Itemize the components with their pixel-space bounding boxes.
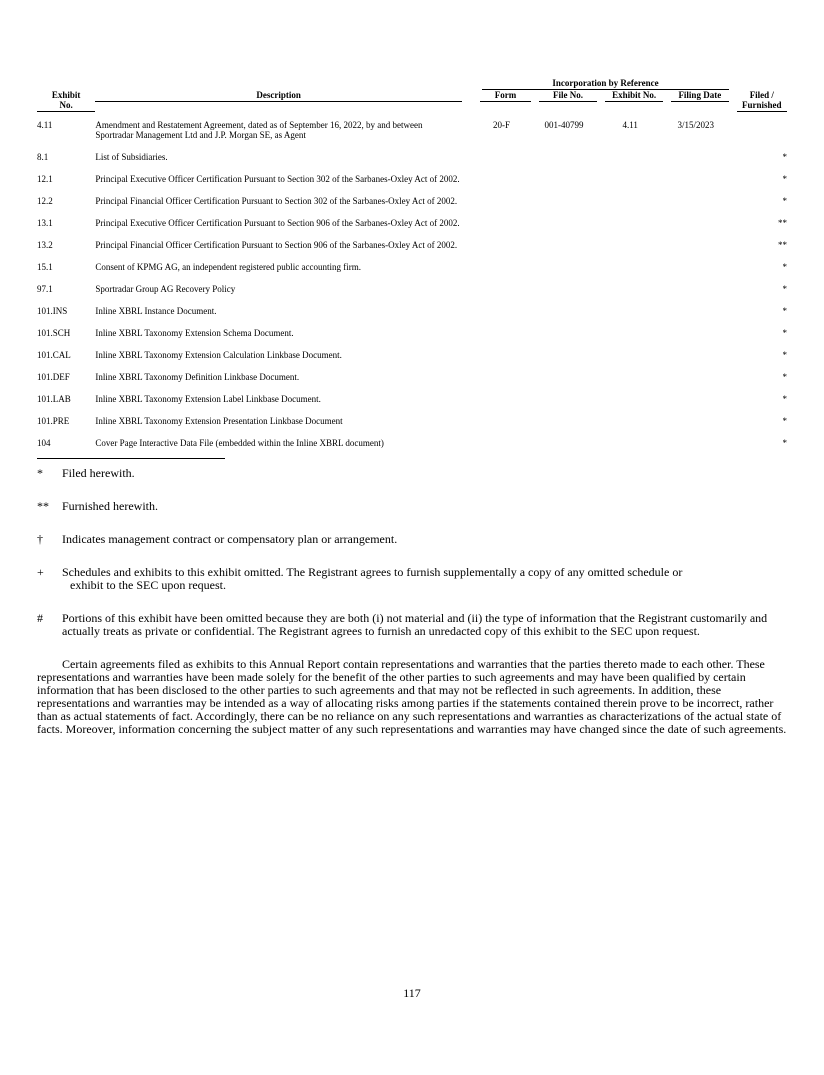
disclaimer-paragraph: Certain agreements filed as exhibits to this Annual Report contain representations and warranties that the parties thereto made to each other. These representations and warranties have been made solely for the benefit of the other parties to such agreements and may have been qualified by certain information that has been disclosed to the other parties to such agreements and that may not be reflected in such agreements. In addition, these representations and warranties may be intended as a way of allocating risks among parties if the statements contained therein prove to be incorrect, rather than as actual statements of fact. Accordingly, there can be no reliance on any such representations and warranties as characterizations of the actual state of facts. Moreover, information concerning the subject matter of any such representations and warranties may have changed since the date of such agreements.: [37, 657, 787, 736]
description-cell: Inline XBRL Taxonomy Definition Linkbase Document.: [95, 372, 300, 382]
footnote-text: Schedules and exhibits to this exhibit omitted. The Registrant agrees to furnish supplementally a copy of any omitted schedule or: [62, 565, 683, 579]
exhibit-number-cell: 104: [37, 438, 51, 448]
file-number-cell: [531, 276, 598, 298]
form-cell: [472, 210, 530, 232]
header-exhibit-number: Exhibit No.: [597, 90, 663, 112]
incorporated-exhibit-number-cell: 4.11: [622, 120, 638, 130]
table-row: [37, 276, 787, 298]
gap-cell: [462, 276, 472, 298]
table-row: [37, 386, 787, 408]
description-cell: Principal Executive Officer Certification Pursuant to Section 302 of the Sarbanes-Oxley Act of 2002.: [95, 174, 460, 184]
gap-cell: [462, 210, 472, 232]
filing-date-cell: [663, 364, 729, 386]
incorporated-exhibit-number-cell: [597, 386, 663, 408]
filed-furnished-cell: *: [782, 416, 787, 426]
filed-furnished-cell: *: [782, 306, 787, 316]
filing-date-cell: [663, 386, 729, 408]
filed-furnished-cell: *: [782, 438, 787, 448]
footnote-symbol: **: [37, 499, 49, 513]
file-number-cell: [531, 210, 598, 232]
table-row: [37, 320, 787, 342]
file-number-cell: [531, 298, 598, 320]
filed-furnished-cell: *: [782, 196, 787, 206]
table-row: [37, 298, 787, 320]
table-row: [37, 166, 787, 188]
footnote-symbol: +: [37, 565, 44, 579]
table-row: [37, 408, 787, 430]
filed-furnished-cell: *: [782, 350, 787, 360]
footnote-symbol: *: [37, 466, 43, 480]
description-cell: Principal Financial Officer Certification Pursuant to Section 302 of the Sarbanes-Oxley Act of 2002.: [95, 196, 458, 206]
filed-furnished-cell: *: [782, 372, 787, 382]
footnote-text-continued: exhibit to the SEC upon request.: [70, 578, 226, 592]
filing-date-cell: [663, 166, 729, 188]
gap-cell: [462, 320, 472, 342]
filing-date-cell: [663, 144, 729, 166]
gap-cell: [462, 166, 472, 188]
header-form: Form: [472, 90, 530, 112]
description-cell: Inline XBRL Taxonomy Extension Calculation Linkbase Document.: [95, 350, 342, 360]
incorporated-exhibit-number-cell: [597, 342, 663, 364]
description-cell: Inline XBRL Instance Document.: [95, 306, 217, 316]
file-number-cell: [531, 364, 598, 386]
file-number-cell: [531, 144, 598, 166]
description-cell: Consent of KPMG AG, an independent registered public accounting firm.: [95, 262, 362, 272]
incorporated-exhibit-number-cell: [597, 276, 663, 298]
gap-cell: [462, 386, 472, 408]
filing-date-cell: [663, 210, 729, 232]
exhibit-number-cell: 101.SCH: [37, 328, 71, 338]
exhibit-number-cell: 101.LAB: [37, 394, 71, 404]
filed-furnished-cell: *: [782, 262, 787, 272]
exhibit-number-cell: 15.1: [37, 262, 53, 272]
gap-cell: [462, 188, 472, 210]
incorporated-exhibit-number-cell: [597, 320, 663, 342]
header-filing-date: Filing Date: [663, 90, 729, 112]
description-cell: Principal Executive Officer Certification Pursuant to Section 906 of the Sarbanes-Oxley Act of 2002.: [95, 218, 460, 228]
filed-furnished-cell: *: [782, 174, 787, 184]
footnote-divider: [37, 458, 225, 459]
file-number-cell: 001-40799: [544, 120, 584, 130]
table-row: [37, 112, 787, 144]
exhibit-number-cell: 101.DEF: [37, 372, 70, 382]
table-row: [37, 188, 787, 210]
filed-furnished-cell: *: [782, 284, 787, 294]
filing-date-cell: [663, 320, 729, 342]
form-cell: [472, 342, 530, 364]
file-number-cell: [531, 430, 598, 452]
exhibit-number-cell: 101.INS: [37, 306, 68, 316]
filing-date-cell: [663, 298, 729, 320]
form-cell: [472, 430, 530, 452]
description-cell: List of Subsidiaries.: [95, 152, 168, 162]
filed-furnished-cell: *: [782, 152, 787, 162]
filed-furnished-cell: **: [778, 240, 787, 250]
document-page: [37, 78, 787, 748]
filed-furnished-cell: *: [782, 394, 787, 404]
description-cell: Cover Page Interactive Data File (embedded within the Inline XBRL document): [95, 438, 384, 448]
exhibit-number-cell: 97.1: [37, 284, 53, 294]
filing-date-cell: [663, 408, 729, 430]
gap-cell: [462, 342, 472, 364]
description-cell: Inline XBRL Taxonomy Extension Schema Document.: [95, 328, 294, 338]
exhibit-number-cell: 13.2: [37, 240, 53, 250]
table-row: [37, 364, 787, 386]
exhibit-number-cell: 101.PRE: [37, 416, 70, 426]
footnotes: [37, 467, 787, 638]
file-number-cell: [531, 320, 598, 342]
exhibit-number-cell: 101.CAL: [37, 350, 71, 360]
incorporated-exhibit-number-cell: [597, 144, 663, 166]
exhibit-number-cell: 12.1: [37, 174, 53, 184]
gap-cell: [462, 144, 472, 166]
footnote-text: Portions of this exhibit have been omitted because they are both (i) not material and (ii) the type of information that the Registrant customarily and actually treats as private or confidential. The Registrant agrees to furnish an unredacted copy of this exhibit to the SEC upon request.: [62, 611, 768, 638]
form-cell: [472, 188, 530, 210]
table-row: [37, 430, 787, 452]
gap-cell: [462, 112, 472, 144]
footnote-text: Filed herewith.: [62, 466, 135, 480]
form-cell: [472, 232, 530, 254]
description-cell: Inline XBRL Taxonomy Extension Presentation Linkbase Document: [95, 416, 343, 426]
footnote-symbol: †: [37, 532, 43, 546]
form-cell: [472, 276, 530, 298]
file-number-cell: [531, 166, 598, 188]
header-description: Description: [95, 90, 462, 112]
header-exhibit-no: Exhibit No.: [37, 90, 95, 112]
description-cell: Sportradar Group AG Recovery Policy: [95, 284, 236, 294]
exhibit-number-cell: 13.1: [37, 218, 53, 228]
exhibit-table: [37, 78, 787, 452]
form-cell: [472, 144, 530, 166]
incorporated-exhibit-number-cell: [597, 188, 663, 210]
footnote: [37, 566, 787, 592]
footnote-symbol: #: [37, 611, 43, 625]
incorporated-exhibit-number-cell: [597, 408, 663, 430]
page-number: 117: [403, 986, 421, 1000]
description-cell: Inline XBRL Taxonomy Extension Label Linkbase Document.: [95, 394, 321, 404]
table-row: [37, 342, 787, 364]
filing-date-cell: 3/15/2023: [677, 120, 715, 130]
gap-cell: [462, 408, 472, 430]
description-cell: Principal Financial Officer Certification Pursuant to Section 906 of the Sarbanes-Oxley Act of 2002.: [95, 240, 458, 250]
form-cell: [472, 386, 530, 408]
gap-cell: [462, 364, 472, 386]
form-cell: [472, 254, 530, 276]
incorporated-exhibit-number-cell: [597, 232, 663, 254]
form-cell: [472, 364, 530, 386]
table-row: [37, 144, 787, 166]
form-cell: 20-F: [493, 120, 511, 130]
form-cell: [472, 298, 530, 320]
file-number-cell: [531, 408, 598, 430]
gap-cell: [462, 298, 472, 320]
filed-furnished-cell: [729, 112, 787, 144]
filing-date-cell: [663, 342, 729, 364]
incorporated-exhibit-number-cell: [597, 298, 663, 320]
footnote-text: Indicates management contract or compensatory plan or arrangement.: [62, 532, 398, 546]
file-number-cell: [531, 232, 598, 254]
form-cell: [472, 408, 530, 430]
filing-date-cell: [663, 430, 729, 452]
description-cell: Amendment and Restatement Agreement, dated as of September 16, 2022, by and between Sportradar Management Ltd and J.P. Morgan SE, as Agent: [95, 120, 423, 140]
incorporated-exhibit-number-cell: [597, 430, 663, 452]
incorporated-exhibit-number-cell: [597, 254, 663, 276]
exhibit-number-cell: 12.2: [37, 196, 53, 206]
file-number-cell: [531, 254, 598, 276]
incorporated-exhibit-number-cell: [597, 166, 663, 188]
exhibit-number-cell: 8.1: [37, 152, 49, 162]
file-number-cell: [531, 342, 598, 364]
incorporated-exhibit-number-cell: [597, 210, 663, 232]
filing-date-cell: [663, 232, 729, 254]
incorporated-exhibit-number-cell: [597, 364, 663, 386]
file-number-cell: [531, 386, 598, 408]
exhibit-number-cell: 4.11: [37, 120, 53, 130]
table-row: [37, 210, 787, 232]
table-row: [37, 232, 787, 254]
gap-cell: [462, 430, 472, 452]
filing-date-cell: [663, 276, 729, 298]
filed-furnished-cell: **: [778, 218, 787, 228]
footnote-text: Furnished herewith.: [62, 499, 158, 513]
footnote: [37, 467, 787, 480]
gap-cell: [462, 254, 472, 276]
gap-cell: [462, 232, 472, 254]
footnote: [37, 612, 787, 638]
table-row: [37, 254, 787, 276]
header-filed-furnished: Filed / Furnished: [729, 90, 787, 112]
footnote: [37, 533, 787, 546]
incorporation-by-reference-header: Incorporation by Reference: [472, 78, 728, 90]
header-file-no: File No.: [531, 90, 598, 112]
filed-furnished-cell: *: [782, 328, 787, 338]
filing-date-cell: [663, 254, 729, 276]
filing-date-cell: [663, 188, 729, 210]
file-number-cell: [531, 188, 598, 210]
form-cell: [472, 320, 530, 342]
footnote: [37, 500, 787, 513]
form-cell: [472, 166, 530, 188]
